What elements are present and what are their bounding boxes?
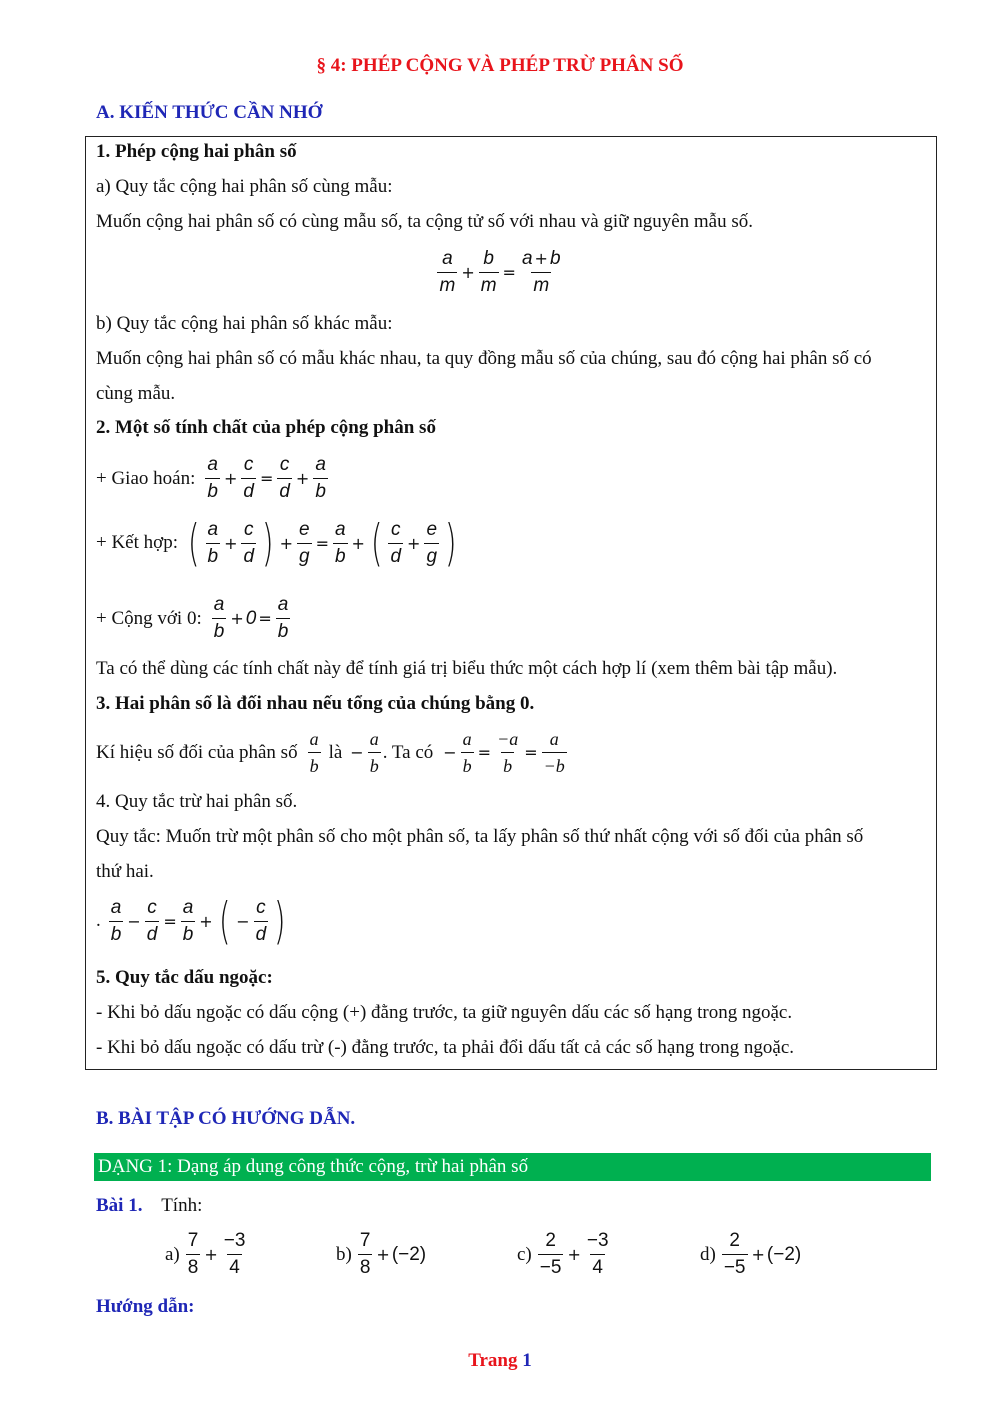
page-title: § 4: PHÉP CỘNG VÀ PHÉP TRỪ PHÂN SỐ: [316, 55, 684, 76]
operand: (−2): [766, 1243, 802, 1265]
exercise-item-d: [700, 1230, 801, 1279]
property-commutative: + Giao hoán: $\frac{a}{b}$ + $\frac{c}{d}$ = $\frac{c}{d}$ + $\frac{a}{b}$: [96, 454, 326, 502]
bracket-rule-plus: - Khi bỏ dấu ngoặc có dấu cộng (+) đằng trước, ta giữ nguyên dấu các số hạng trong ngoặc.: [96, 1002, 793, 1023]
numerator: −3: [223, 1230, 246, 1251]
rule-diff-denominator: b) Quy tắc cộng hai phân số khác mẫu:: [96, 313, 393, 334]
heading-2: 2. Một số tính chất của phép cộng phân số: [96, 417, 436, 438]
exercise-heading: [96, 1194, 202, 1218]
operator: +: [567, 1245, 581, 1264]
exercise-item-label: c): [517, 1243, 532, 1265]
formula-subtraction: . $\frac{a}{b}$ − $\frac{c}{d}$ = $\frac{a}{b}$ + ( − $\frac{c}{d}$ ): [96, 892, 286, 950]
exercise-item-label: a): [165, 1243, 180, 1265]
property-commutative-label: + Giao hoán:: [96, 467, 196, 489]
denominator: 4: [227, 1254, 242, 1279]
heading-5: 5. Quy tắc dấu ngoặc:: [96, 967, 273, 988]
subtraction-rule-2: thứ hai.: [96, 861, 154, 882]
denominator: 8: [186, 1254, 201, 1279]
opposite-notation: Kí hiệu số đối của phân số $\frac{a}{b}$ là − $\frac{a}{b}$ . Ta có − $\frac{a}{b}$ = $\frac{-a}{b}$ = $\frac{a}{-b}$: [96, 729, 565, 776]
operator: +: [751, 1245, 765, 1264]
denominator: −5: [722, 1254, 748, 1279]
exercise-label: Bài 1.: [96, 1195, 143, 1216]
operator: +: [376, 1245, 390, 1264]
property-associative-label: + Kết hợp:: [96, 532, 178, 553]
property-add-zero: + Cộng với 0: $\frac{a}{b}$ + 0 = $\frac{a}{b}$: [96, 594, 289, 642]
rule-diff-denominator-text-1: Muốn cộng hai phân số có mẫu khác nhau, ta quy đồng mẫu số của chúng, sau đó cộng hai phân số có: [96, 348, 872, 369]
numerator: 2: [729, 1230, 740, 1251]
operand: (−2): [391, 1243, 427, 1265]
hint-heading: Hướng dẫn:: [96, 1296, 195, 1317]
operator: +: [204, 1245, 218, 1264]
denominator: 8: [358, 1254, 373, 1279]
opposite-notation-text-2: là: [328, 741, 343, 763]
formula-same-denominator: $\frac{a}{m}$ + $\frac{b}{m}$ = $\frac{a + b}{m}$: [439, 248, 561, 296]
section-b-heading: B. BÀI TẬP CÓ HƯỚNG DẪN.: [96, 1108, 356, 1129]
bracket-rule-minus: - Khi bỏ dấu ngoặc có dấu trừ (-) đằng trước, ta phải đổi dấu tất cả các số hạng trong ngoặc.: [96, 1037, 795, 1058]
rule-same-denominator-text: Muốn cộng hai phân số có cùng mẫu số, ta cộng tử số với nhau và giữ nguyên mẫu số.: [96, 211, 754, 232]
exercise-item-a: [165, 1230, 249, 1279]
exercise-item-label: b): [336, 1243, 352, 1265]
subtraction-rule-1: Quy tắc: Muốn trừ một phân số cho một phân số, ta lấy phân số thứ nhất cộng với số đối của phân số: [96, 826, 864, 847]
section-a-heading: A. KIẾN THỨC CẦN NHỚ: [96, 102, 323, 123]
heading-4: 4. Quy tắc trừ hai phân số.: [96, 791, 298, 812]
property-add-zero-label: + Cộng với 0:: [96, 607, 202, 629]
denominator: −5: [538, 1254, 564, 1279]
opposite-notation-text-3: . Ta có: [382, 741, 434, 763]
numerator: 2: [545, 1230, 556, 1251]
denominator: 4: [590, 1254, 605, 1279]
exercise-item-b: [336, 1230, 426, 1279]
page-footer: [0, 1350, 1000, 1372]
rule-same-denominator: a) Quy tắc cộng hai phân số cùng mẫu:: [96, 176, 393, 197]
property-associative: + Kết hợp: ( $\frac{a}{b}$ + $\frac{c}{d}$ ) + $\frac{e}{g}$ = $\frac{a}{b}$ + ( $\frac{c}{d}$ + $\frac{e}{g}$ ): [96, 514, 457, 572]
properties-note: Ta có thể dùng các tính chất này để tính giá trị biểu thức một cách hợp lí (xem thêm bài tập mẫu).: [96, 658, 838, 679]
rule-diff-denominator-text-2: cùng mẫu.: [96, 383, 176, 404]
exercise-item-label: d): [700, 1243, 716, 1265]
numerator: 7: [359, 1230, 371, 1251]
footer-word: Trang: [468, 1350, 518, 1371]
exercise-item-c: [517, 1230, 613, 1279]
heading-3: 3. Hai phân số là đối nhau nếu tổng của chúng bằng 0.: [96, 693, 535, 714]
numerator: −3: [586, 1230, 609, 1251]
opposite-notation-text-1: Kí hiệu số đối của phân số: [96, 741, 298, 763]
exercise-type-banner: DẠNG 1: Dạng áp dụng công thức cộng, trừ hai phân số: [94, 1153, 931, 1181]
page-number: 1: [522, 1350, 532, 1371]
exercise-task: Tính:: [161, 1195, 203, 1216]
numerator: 7: [187, 1230, 199, 1251]
heading-1: 1. Phép cộng hai phân số: [96, 141, 297, 162]
